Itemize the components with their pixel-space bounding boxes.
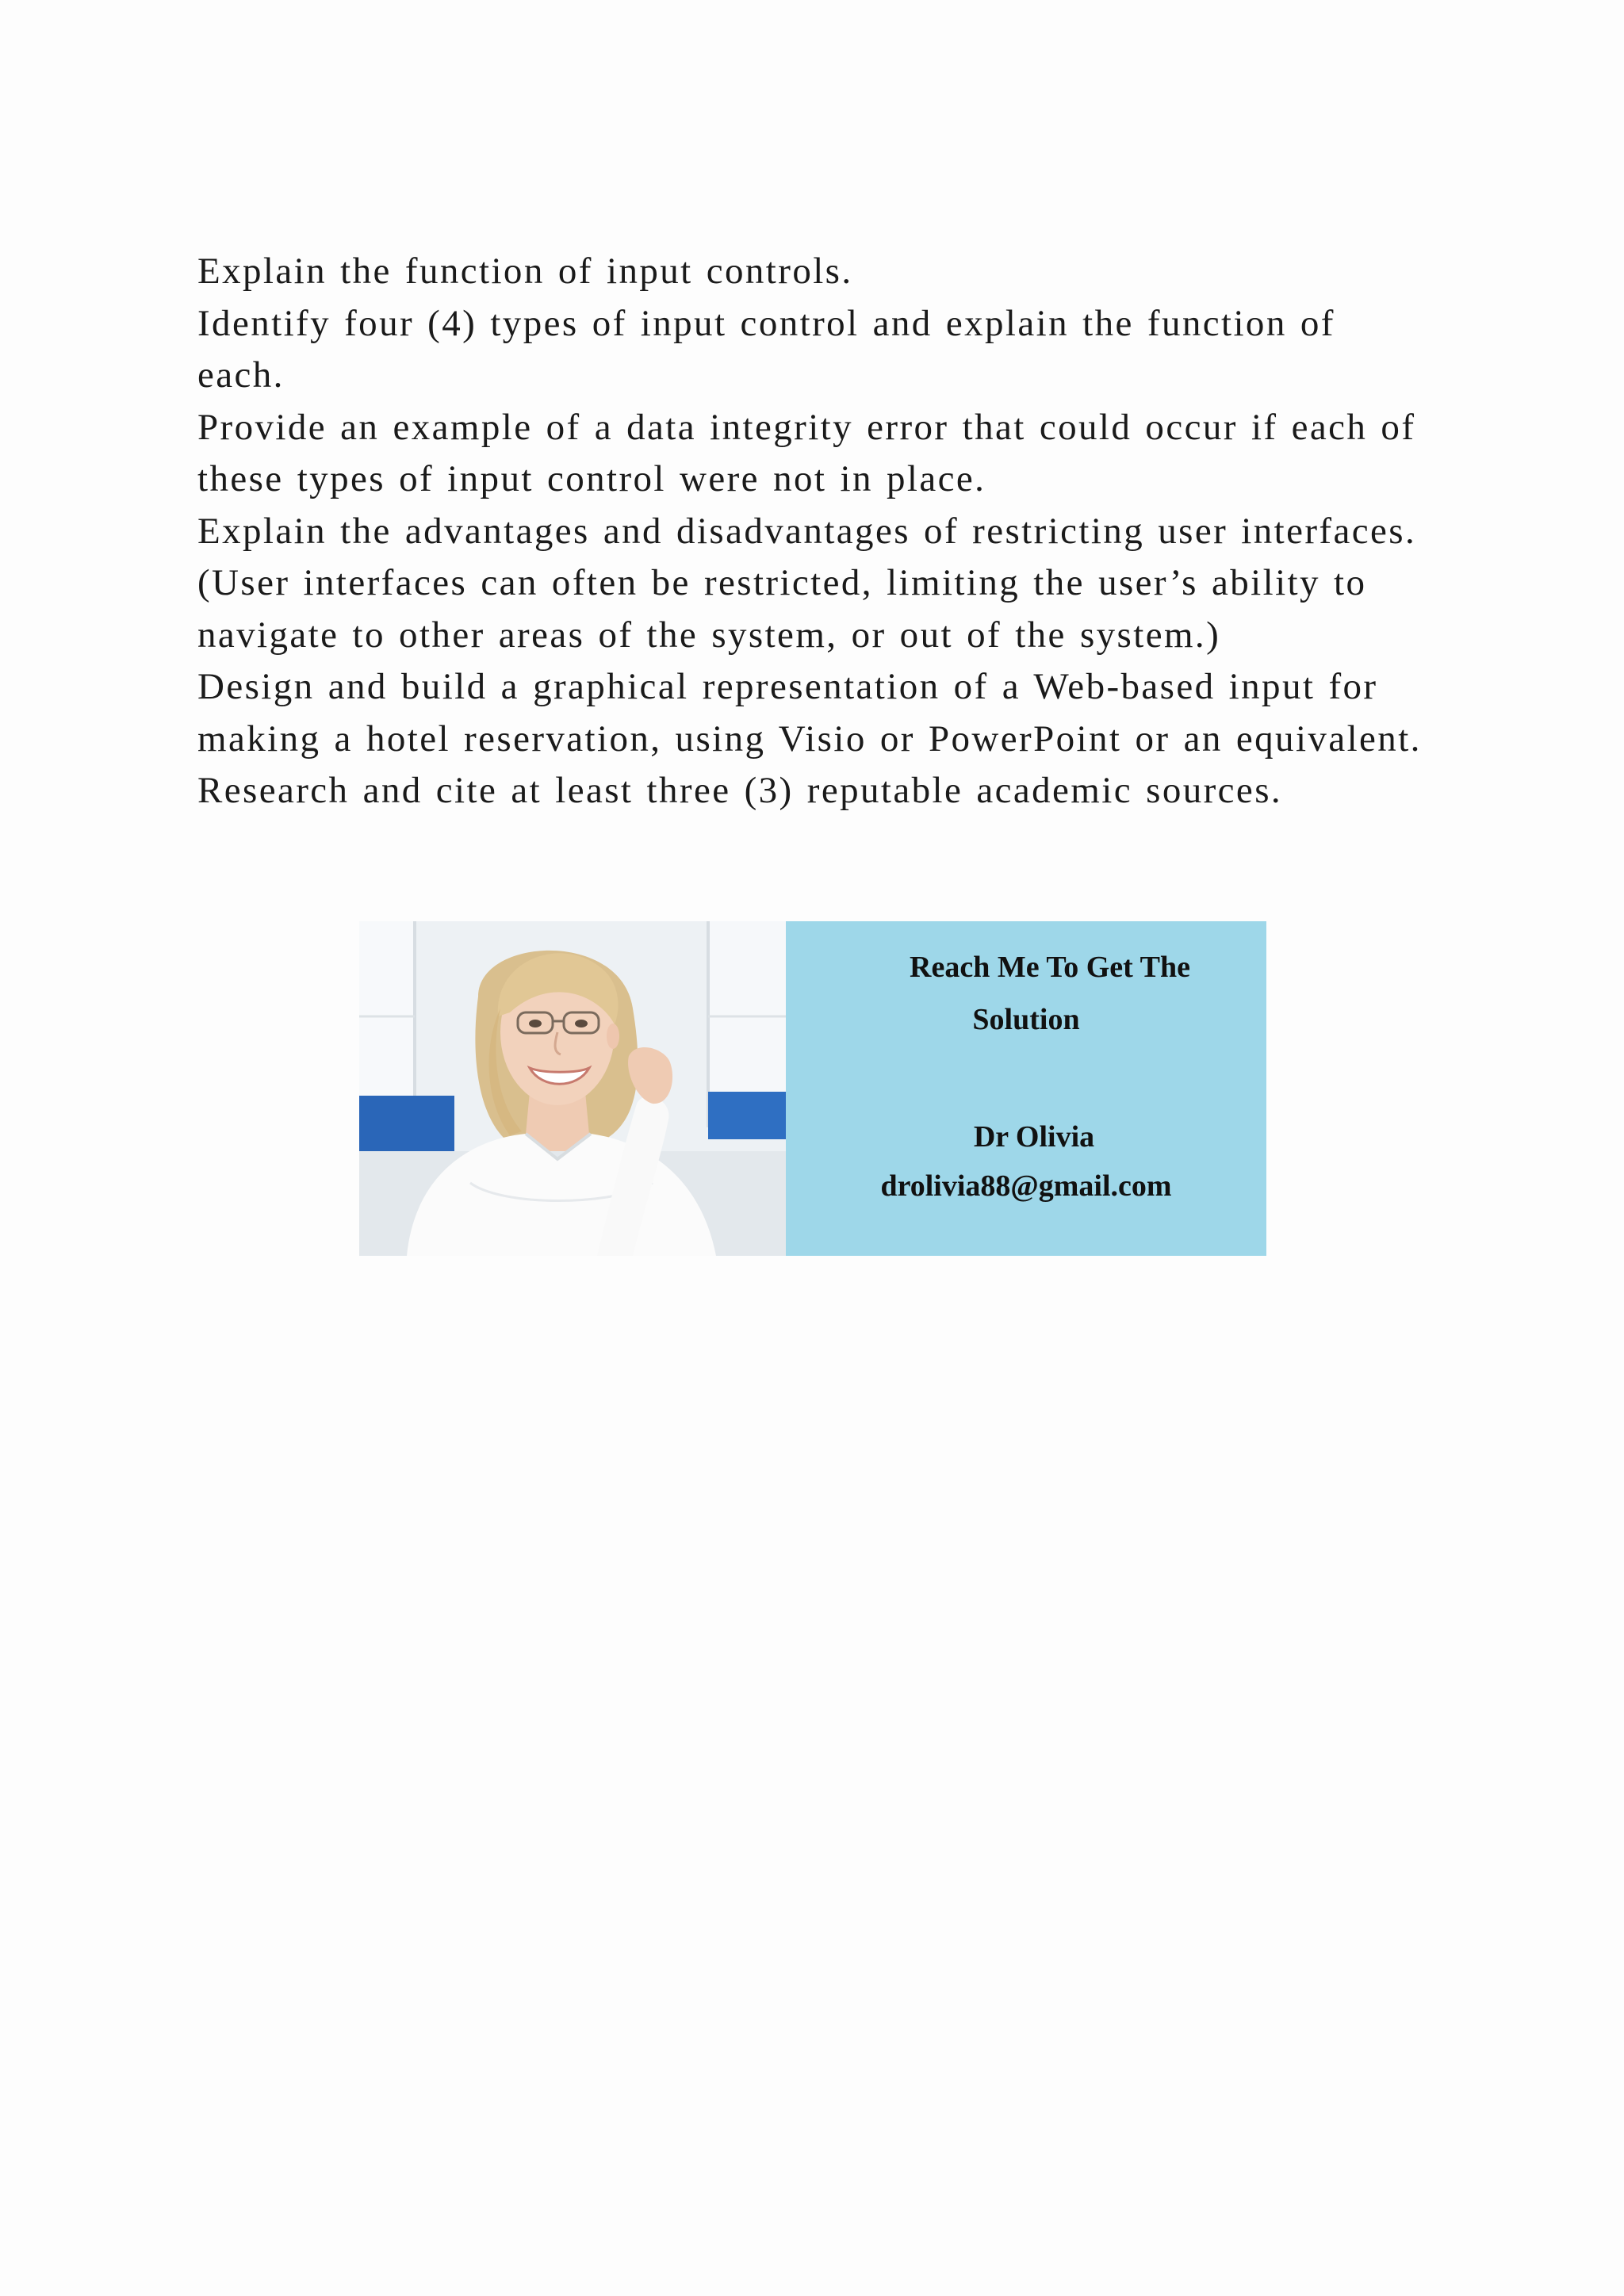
paragraph-design-build: Design and build a graphical representation of a Web-based input for making a hotel reservation, using Visio or PowerPoint or an equivalent.: [197, 666, 1422, 760]
contact-email: drolivia88@gmail.com: [880, 1169, 1172, 1203]
contact-name: Dr Olivia: [973, 1120, 1095, 1154]
paragraph-data-integrity: Provide an example of a data integrity error that could occur if each of these types of input control were not in place.: [197, 406, 1416, 499]
woman-photo: [359, 921, 786, 1256]
paragraph-restricting-ui: Explain the advantages and disadvantages of restricting user interfaces. (User interfaces can often be restricted, limiting the user’s ability to navigate to other areas of the system, or out of the system.): [197, 510, 1417, 656]
woman-photo-illustration: [359, 921, 786, 1256]
document-body: [197, 246, 1434, 817]
contact-banner: [359, 921, 1266, 1256]
paragraph-four-types: Identify four (4) types of input control and explain the function of each.: [197, 302, 1335, 396]
contact-panel: [786, 921, 1266, 1256]
cta-line-1: Reach Me To Get The: [910, 951, 1190, 984]
cta-line-2: Solution: [972, 1003, 1080, 1036]
paragraph-research: Research and cite at least three (3) reputable academic sources.: [197, 770, 1283, 811]
paragraph-input-controls: Explain the function of input controls.: [197, 251, 853, 292]
